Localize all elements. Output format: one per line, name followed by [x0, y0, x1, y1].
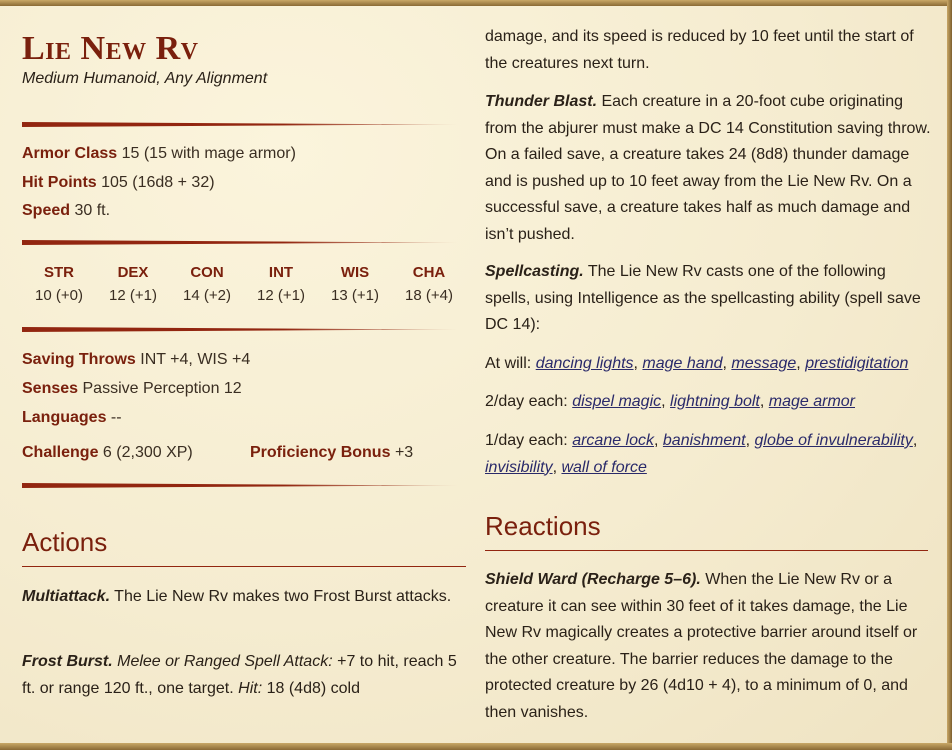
bottom-border	[0, 743, 952, 750]
proficiency-bonus	[250, 443, 413, 463]
spell-list-at-will: At will: dancing lights, mage hand, message, prestidigitation	[485, 355, 909, 372]
proficiency-value: +3	[394, 444, 414, 461]
action-name: Thunder Blast.	[485, 93, 598, 110]
monster-name: Lie New Rv	[22, 30, 199, 67]
spell-link[interactable]: wall of force	[561, 458, 647, 476]
ability-score: 14 (+2)	[183, 287, 231, 304]
hit-points-value: 105 (16d8 + 32)	[101, 174, 215, 191]
ability-name: DEX	[117, 264, 149, 281]
spell-link[interactable]: mage hand	[642, 355, 723, 372]
divider	[22, 327, 458, 332]
action-multiattack	[22, 584, 466, 611]
right-border	[947, 0, 952, 750]
divider	[22, 483, 458, 488]
ability-int	[252, 264, 310, 304]
challenge-value: 6 (2,300 XP)	[102, 444, 193, 461]
action-text: damage, and its speed is reduced by 10 feet until the start of the creatures next turn.	[485, 28, 914, 72]
spell-list-1-day: 1/day each: arcane lock, banishment, globe of invulnerability, invisibility, wall of force	[485, 432, 918, 476]
speed	[22, 201, 110, 221]
challenge	[22, 443, 193, 463]
actions-rule	[22, 566, 466, 567]
languages	[22, 408, 122, 428]
ability-str	[30, 264, 88, 304]
spell-link[interactable]: dispel magic	[572, 393, 662, 410]
spell-link[interactable]: mage armor	[768, 393, 855, 410]
languages-value: --	[110, 409, 122, 426]
senses	[22, 379, 242, 399]
ability-wis	[326, 264, 384, 304]
spell-link[interactable]: arcane lock	[572, 432, 655, 449]
divider	[22, 240, 458, 245]
ability-score: 18 (+4)	[405, 287, 453, 304]
spell-list-label: At will:	[485, 355, 532, 372]
ability-name: STR	[44, 264, 74, 281]
actions-heading: Actions	[22, 527, 108, 557]
action-text: +7 to hit, reach 5 ft. or range 120 ft., one target.	[22, 653, 457, 697]
action-spellcasting	[485, 259, 935, 339]
saving-throws-label: Saving Throws	[22, 351, 136, 368]
languages-label: Languages	[22, 409, 107, 426]
armor-class	[22, 144, 296, 164]
hit-points	[22, 173, 215, 193]
spell-link[interactable]: prestidigitation	[805, 355, 909, 372]
spell-list-2-day: 2/day each: dispel magic, lightning bolt, mage armor	[485, 393, 855, 410]
spell-list-label: 2/day each:	[485, 393, 568, 410]
ability-name: WIS	[340, 264, 370, 281]
spell-link[interactable]: invisibility	[485, 458, 553, 476]
ability-cha	[400, 264, 458, 304]
spell-link[interactable]: globe of invulnerability	[754, 432, 913, 449]
spell-link[interactable]: message	[731, 355, 797, 372]
senses-value: Passive Perception 12	[82, 380, 242, 397]
senses-label: Senses	[22, 380, 79, 397]
challenge-label: Challenge	[22, 444, 99, 461]
speed-label: Speed	[22, 202, 71, 219]
saving-throws	[22, 350, 250, 370]
ability-dex	[104, 264, 162, 304]
saving-throws-value: INT +4, WIS +4	[140, 351, 251, 368]
ability-score: 12 (+1)	[257, 287, 305, 304]
action-text: The Lie New Rv casts one of the following spells, using Intelligence as the spellcasting ability (spell save DC 14):	[485, 263, 921, 333]
ability-name: INT	[268, 264, 294, 281]
action-name: Frost Burst.	[22, 653, 113, 670]
action-name: Multiattack.	[22, 588, 111, 605]
reaction-shield-ward	[485, 567, 935, 726]
hit-points-label: Hit Points	[22, 174, 97, 191]
reaction-text: When the Lie New Rv or a creature it can see within 30 feet of it takes damage, the Lie New Rv magically creates a protective barrier around itself or the other creature. The barrier reduces the damage to the protected creature by 26 (4d10 + 4), to a minimum of 0, and then vanishes.	[485, 571, 918, 721]
speed-value: 30 ft.	[74, 202, 111, 219]
action-name: Spellcasting.	[485, 263, 584, 280]
armor-class-value: 15 (15 with mage armor)	[121, 145, 296, 162]
spell-list-label: 1/day each:	[485, 432, 568, 449]
attack-type: Melee or Ranged Spell Attack:	[117, 653, 333, 670]
armor-class-label: Armor Class	[22, 145, 118, 162]
top-border	[0, 0, 952, 6]
ability-score: 13 (+1)	[331, 287, 379, 304]
reactions-heading: Reactions	[485, 511, 601, 541]
ability-con	[178, 264, 236, 304]
ability-score: 12 (+1)	[109, 287, 157, 304]
action-text: Each creature in a 20-foot cube originating from the abjurer must make a DC 14 Constitution saving throw. On a failed save, a creature takes 24 (8d8) thunder damage and is pushed up to 10 feet away from the Lie New Rv. On a successful save, a creature takes half as much damage and isn’t pushed.	[485, 93, 931, 243]
action-text: 18 (4d8) cold	[266, 679, 360, 697]
ability-name: CON	[190, 264, 224, 281]
proficiency-label: Proficiency Bonus	[250, 444, 391, 461]
divider	[22, 122, 458, 127]
ability-score: 10 (+0)	[35, 287, 83, 304]
monster-type: Medium Humanoid, Any Alignment	[22, 70, 268, 87]
reaction-name: Shield Ward (Recharge 5–6).	[485, 571, 701, 588]
spell-link[interactable]: banishment	[662, 432, 746, 449]
action-text: The Lie New Rv makes two Frost Burst attacks.	[114, 588, 452, 605]
action-frost-burst-continued	[485, 24, 935, 77]
hit-label: Hit:	[238, 679, 263, 697]
reactions-rule	[485, 550, 928, 551]
action-thunder-blast	[485, 89, 935, 248]
spell-link[interactable]: dancing lights	[535, 355, 634, 372]
spell-link[interactable]: lightning bolt	[670, 393, 760, 410]
ability-name: CHA	[412, 264, 446, 281]
action-frost-burst	[22, 649, 466, 702]
